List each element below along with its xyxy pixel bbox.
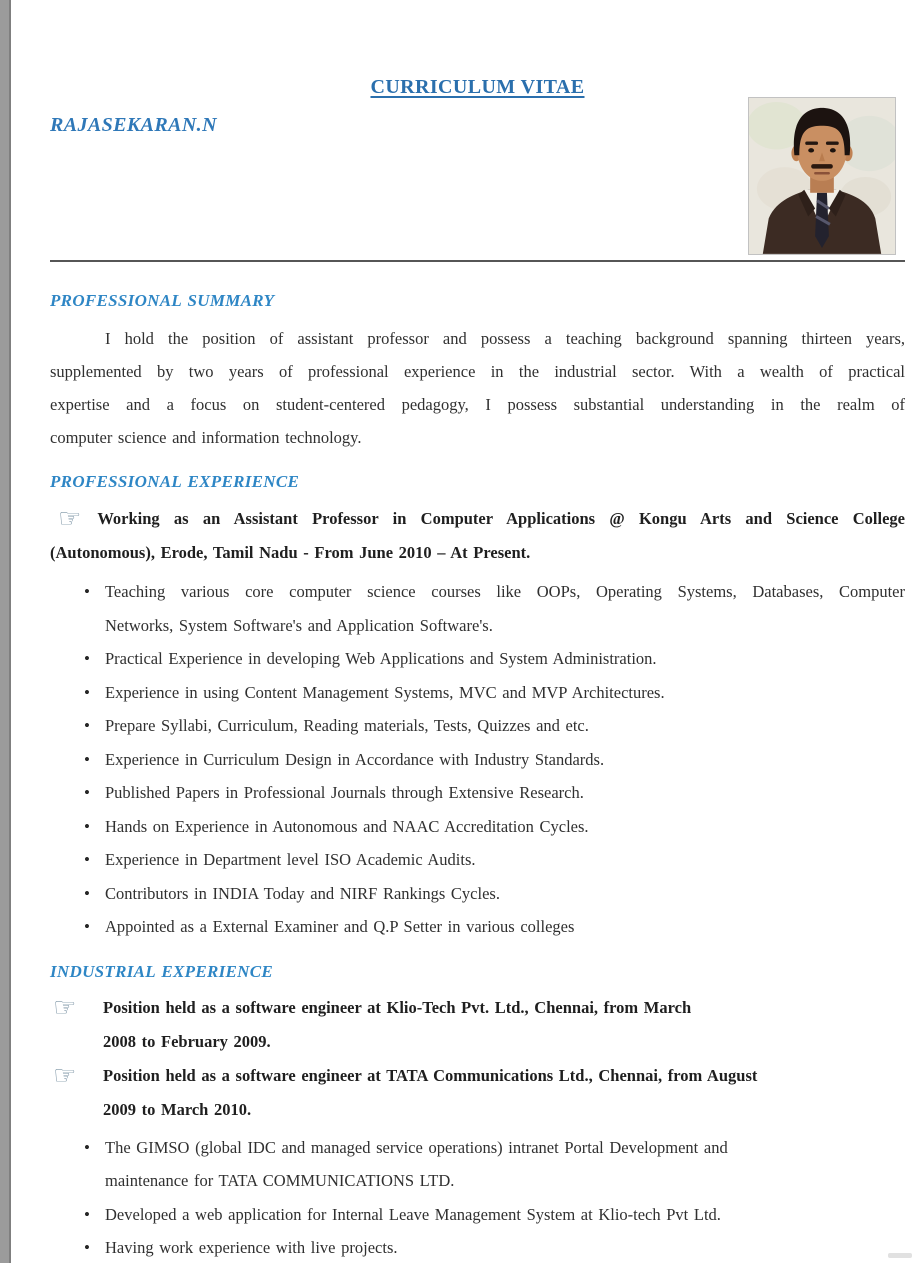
bullet-item: • Experience in Department level ISO Academic Audits. — [105, 843, 905, 877]
section-heading-industrial-experience: INDUSTRIAL EXPERIENCE — [50, 961, 274, 981]
bullet-line: maintenance for TATA COMMUNICATIONS LTD. — [105, 1171, 455, 1190]
summary-line: supplemented by two years of professional experience in the industrial sector. With a wealth of practical — [50, 362, 905, 381]
candidate-name: RAJASEKARAN.N — [50, 114, 217, 136]
viewer-left-edge — [0, 0, 11, 1263]
bullet-item: • Appointed as a External Examiner and Q.P Setter in various colleges — [105, 910, 905, 944]
summary-line: expertise and a focus on student-centered pedagogy, I possess substantial understanding in the realm of — [50, 395, 905, 414]
bullet-item: • Published Papers in Professional Journals through Extensive Research. — [105, 776, 905, 810]
bullet-line: • The GIMSO (global IDC and managed service operations) intranet Portal Development and — [105, 1137, 728, 1157]
page-title — [50, 76, 905, 99]
header-divider — [50, 260, 905, 262]
summary-paragraph — [50, 322, 905, 454]
cv-body — [50, 286, 905, 1265]
pointer-icon-column — [50, 1059, 103, 1127]
pointer-text: Working as an Assistant Professor in Computer Applications @ Kongu Arts and Science College — [97, 509, 905, 528]
pointer-line: Position held as a software engineer at TATA Communications Ltd., Chennai, from August — [103, 1065, 758, 1085]
portrait-photo — [748, 97, 896, 255]
page-title-text: CURRICULUM VITAE — [370, 76, 585, 98]
professional-bullet-list — [50, 575, 905, 944]
summary-line: computer science and information technology. — [50, 428, 362, 447]
bullet-item: • Contributors in INDIA Today and NIRF Rankings Cycles. — [105, 877, 905, 911]
portrait-photo-image — [749, 98, 895, 254]
section-heading-professional-summary: PROFESSIONAL SUMMARY — [50, 291, 275, 310]
bullet-line: • Teaching various core computer science courses like OOPs, Operating Systems, Databases, Computer — [105, 582, 905, 601]
bullet-item: • Experience in Curriculum Design in Accordance with Industry Standards. — [105, 743, 905, 777]
bullet-item: • Having work experience with live projects. — [105, 1231, 905, 1265]
industrial-pointer-item — [50, 991, 905, 1059]
summary-line: I hold the position of assistant professor and possess a teaching background spanning thirteen years, — [105, 329, 905, 348]
bullet-line: Networks, System Software's and Application Software's. — [105, 615, 493, 635]
scan-artifact — [888, 1253, 912, 1258]
pointer-text: (Autonomous), Erode, Tamil Nadu - From June 2010 – At Present. — [50, 543, 531, 562]
industrial-bullet-list — [50, 1131, 905, 1265]
bullet-item — [105, 1131, 905, 1198]
bullet-item: • Prepare Syllabi, Curriculum, Reading materials, Tests, Quizzes and etc. — [105, 709, 905, 743]
experience-pointer-item — [50, 502, 905, 570]
pointer-line: 2009 to March 2010. — [103, 1099, 252, 1119]
industrial-pointer-item — [50, 1059, 905, 1127]
bullet-item: • Practical Experience in developing Web Applications and System Administration. — [105, 642, 905, 676]
pointer-icon-column — [50, 991, 103, 1059]
bullet-item — [105, 575, 905, 642]
bullet-item: • Experience in using Content Management Systems, MVC and MVP Architectures. — [105, 676, 905, 710]
pointing-hand-icon: ☞ — [58, 504, 82, 534]
pointer-text — [103, 991, 691, 1059]
section-heading-professional-experience: PROFESSIONAL EXPERIENCE — [50, 472, 300, 491]
pointing-hand-icon: ☞ — [53, 1060, 77, 1091]
pointer-line: 2008 to February 2009. — [103, 1031, 271, 1051]
pointer-line — [50, 502, 905, 536]
bullet-item: • Developed a web application for Internal Leave Management System at Klio-tech Pvt Ltd. — [105, 1198, 905, 1232]
pointer-line: Position held as a software engineer at Klio-Tech Pvt. Ltd., Chennai, from March — [103, 997, 692, 1017]
bullet-item: • Hands on Experience in Autonomous and NAAC Accreditation Cycles. — [105, 810, 905, 844]
pointing-hand-icon: ☞ — [53, 992, 77, 1023]
pointer-text — [103, 1059, 757, 1127]
